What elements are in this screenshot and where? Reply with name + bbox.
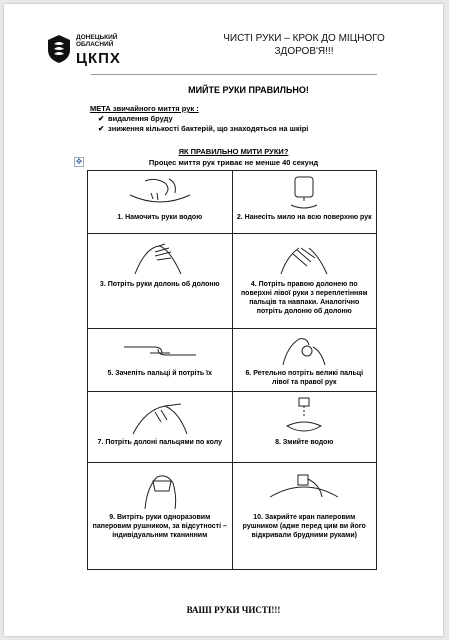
table-move-handle-icon[interactable]: ✥ — [75, 157, 83, 166]
circular-rub-illustration — [125, 396, 195, 436]
step-caption: 3. Потріть руки долонь об долоню — [99, 281, 220, 288]
step-caption: 5. Зачепіть пальці й потріть їх — [107, 370, 213, 377]
step-caption: 4. Потріть правою долонею по поверхні лівої руки з переплетінням пальців та навпаки. Аналогічно потріть долоню об долоню — [240, 281, 368, 315]
org-logo — [46, 30, 146, 70]
document-subtitle: МИЙТЕ РУКИ ПРАВИЛЬНО! — [188, 85, 309, 95]
rinse-illustration — [269, 396, 339, 436]
goal-section — [90, 104, 308, 134]
step-cell — [88, 463, 233, 570]
step-caption: 1. Намочить руки водою — [117, 214, 203, 221]
soap-dispenser-illustration — [269, 175, 339, 211]
how-heading: ЯК ПРАВИЛЬНО МИТИ РУКИ? — [178, 147, 289, 156]
org-abbreviation: ЦКПХ — [76, 50, 121, 67]
step-caption: 9. Витріть руки одноразовим паперовим рушником, за відсутності – індивідуальним тканинним — [92, 514, 227, 539]
step-cell — [88, 234, 233, 329]
paper-towel-dry-illustration — [125, 467, 195, 511]
step-cell — [88, 329, 233, 392]
header-divider — [91, 74, 377, 75]
step-cell — [88, 392, 233, 463]
palm-to-palm-illustration — [125, 238, 195, 278]
step-caption: 2. Нанесіть мило на всю поверхню рук — [236, 214, 372, 221]
step-cell — [232, 234, 377, 329]
org-name-line1: ДОНЕЦЬКИЙ — [76, 34, 118, 41]
checkmark-icon: ✔ — [98, 124, 105, 133]
logo-emblem-icon — [46, 34, 72, 64]
thumb-rub-illustration — [269, 333, 339, 367]
org-name-line2: ОБЛАСНИЙ — [76, 41, 114, 48]
document-page — [4, 4, 443, 636]
step-caption: 7. Потріть долоні пальцями по колу — [97, 439, 222, 446]
step-caption: 8. Змийте водою — [275, 439, 334, 446]
step-cell — [232, 463, 377, 570]
checkmark-icon: ✔ — [98, 114, 105, 123]
step-cell — [232, 392, 377, 463]
closing-line: ВАШІ РУКИ ЧИСТІ!!! — [186, 605, 281, 615]
step-cell — [232, 329, 377, 392]
duration-note: Процес миття рук триває не менше 40 секунд — [148, 158, 319, 167]
document-title: ЧИСТІ РУКИ – КРОК ДО МІЦНОГО ЗДОРОВ'Я!!! — [223, 33, 385, 57]
interlaced-fingers-illustration — [269, 238, 339, 278]
step-caption: 6. Ретельно потріть великі пальці лівої та правої рук — [245, 370, 364, 386]
hooked-fingers-illustration — [120, 333, 200, 367]
org-name — [76, 34, 117, 48]
close-tap-illustration — [264, 467, 344, 511]
goal-heading: МЕТА звичайного миття рук : — [90, 104, 199, 113]
step-cell — [232, 171, 377, 234]
wet-hands-illustration — [125, 175, 195, 211]
step-cell — [88, 171, 233, 234]
goal-item: ✔ зниження кількості бактерій, що знаходяться на шкірі — [98, 124, 309, 133]
goal-item: ✔ видалення бруду — [98, 114, 173, 123]
steps-table — [87, 170, 377, 570]
step-caption: 10. Закрийте кран паперовим рушником (адже перед цим ви його відкривали брудними руками) — [242, 514, 366, 539]
